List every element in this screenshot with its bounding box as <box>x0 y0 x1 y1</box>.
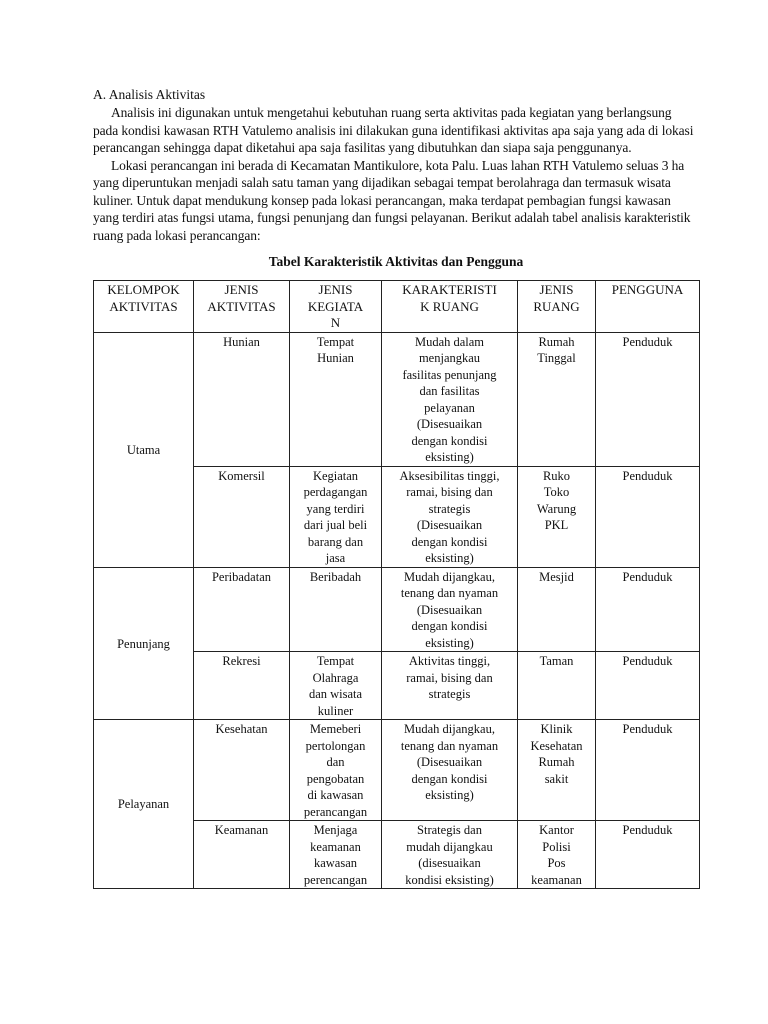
cell-pengguna: Penduduk <box>596 567 700 652</box>
cell-karakteristik: Aktivitas tinggi, ramai, bising dan strategis <box>382 652 518 720</box>
cell-karakteristik: Mudah dijangkau, tenang dan nyaman (Disesuaikan dengan kondisi eksisting) <box>382 567 518 652</box>
cell-pengguna: Penduduk <box>596 652 700 720</box>
group-pelayanan: Pelayanan <box>94 720 194 889</box>
header-kelompok: KELOMPOK AKTIVITAS <box>94 281 194 333</box>
cell-ruang: Taman <box>518 652 596 720</box>
cell-pengguna: Penduduk <box>596 720 700 821</box>
cell-kegiatan: Beribadah <box>290 567 382 652</box>
cell-pengguna: Penduduk <box>596 332 700 466</box>
cell-ruang: Ruko Toko Warung PKL <box>518 466 596 567</box>
cell-kegiatan: Menjaga keamanan kawasan perencangan <box>290 821 382 889</box>
document-page <box>93 86 699 889</box>
section-heading: A. Analisis Aktivitas <box>93 87 206 102</box>
table-row <box>94 720 700 821</box>
group-utama: Utama <box>94 332 194 567</box>
cell-karakteristik: Aksesibilitas tinggi, ramai, bising dan strategis (Disesuaikan dengan kondisi eksisting) <box>382 466 518 567</box>
cell-aktivitas: Kesehatan <box>194 720 290 821</box>
table-row <box>94 332 700 466</box>
cell-aktivitas: Peribadatan <box>194 567 290 652</box>
cell-kegiatan: Memeberi pertolongan dan pengobatan di kawasan perancangan <box>290 720 382 821</box>
cell-aktivitas: Hunian <box>194 332 290 466</box>
activity-table <box>93 280 700 889</box>
cell-karakteristik: Mudah dijangkau, tenang dan nyaman (Disesuaikan dengan kondisi eksisting) <box>382 720 518 821</box>
cell-pengguna: Penduduk <box>596 821 700 889</box>
table-caption: Tabel Karakteristik Aktivitas dan Pengguna <box>268 254 524 269</box>
cell-ruang: Kantor Polisi Pos keamanan <box>518 821 596 889</box>
paragraph-lokasi: Lokasi perancangan ini berada di Kecamatan Mantikulore, kota Palu. Luas lahan RTH Vatulemo seluas 3 ha yang diperuntukan menjadi salah satu taman yang dijadikan sebagai tempat berolahraga dan termasuk wisata kuliner. Untuk dapat mendukung konsep pada lokasi perancangan, maka terdapat pembagian fungsi kawasan yang terdiri atas fungsi utama, fungsi penunjang dan fungsi pelayanan. Berikut adalah tabel analisis karakteristik ruang pada lokasi perancangan: <box>93 157 691 243</box>
cell-ruang: Klinik Kesehatan Rumah sakit <box>518 720 596 821</box>
cell-kegiatan: Kegiatan perdagangan yang terdiri dari jual beli barang dan jasa <box>290 466 382 567</box>
header-jenis-ruang: JENIS RUANG <box>518 281 596 333</box>
table-row <box>94 567 700 652</box>
cell-aktivitas: Keamanan <box>194 821 290 889</box>
table-header-row <box>94 281 700 333</box>
cell-kegiatan: Tempat Olahraga dan wisata kuliner <box>290 652 382 720</box>
cell-aktivitas: Komersil <box>194 466 290 567</box>
cell-pengguna: Penduduk <box>596 466 700 567</box>
cell-karakteristik: Mudah dalam menjangkau fasilitas penunjang dan fasilitas pelayanan (Disesuaikan dengan kondisi eksisting) <box>382 332 518 466</box>
paragraph-analisis: Analisis ini digunakan untuk mengetahui kebutuhan ruang serta aktivitas pada kegiatan yang berlangsung pada kondisi kawasan RTH Vatulemo analisis ini dilakukan guna identifikasi aktivitas apa saja yang ada di lokasi perancangan sehingga dapat diketahui apa saja fasilitas yang dibutuhkan dan siapa saja penggunanya. <box>93 105 694 155</box>
cell-karakteristik: Strategis dan mudah dijangkau (disesuaikan kondisi eksisting) <box>382 821 518 889</box>
header-pengguna: PENGGUNA <box>596 281 700 333</box>
group-penunjang: Penunjang <box>94 567 194 720</box>
header-karakteristik: KARAKTERISTI K RUANG <box>382 281 518 333</box>
cell-aktivitas: Rekresi <box>194 652 290 720</box>
cell-ruang: Rumah Tinggal <box>518 332 596 466</box>
cell-ruang: Mesjid <box>518 567 596 652</box>
header-jenis-aktivitas: JENIS AKTIVITAS <box>194 281 290 333</box>
cell-kegiatan: Tempat Hunian <box>290 332 382 466</box>
header-jenis-kegiatan: JENIS KEGIATA N <box>290 281 382 333</box>
